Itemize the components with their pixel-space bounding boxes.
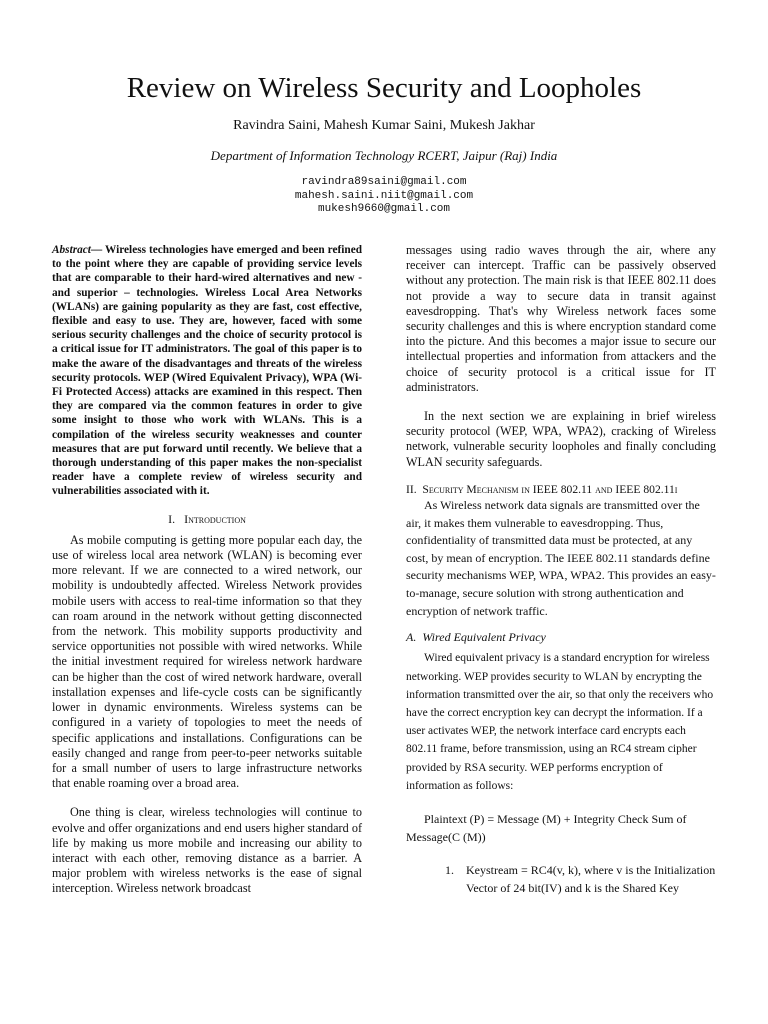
- subsection-title: Wired Equivalent Privacy: [422, 630, 546, 645]
- abstract: [52, 243, 362, 499]
- list-item: [406, 862, 716, 897]
- author-email[interactable]: mahesh.saini.niit@gmail.com: [294, 189, 474, 202]
- abstract-text: Wireless technologies have emerged and been refined to the point where they are capable of providing service levels that are comparable to their hard-wired alternatives and new - and superior – technologies. Wireless Local Area Networks (WLANs) are gaining popularity as they are fast, cost effective, flexible and easy to use. They are, however, faced with some serious security challenges and the choice of security protocol is a critical issue for IT administrators. The goal of this paper is to make the aware of the disadvantages and threats of the wireless security protocols. WEP (Wired Equivalent Privacy), WPA (Wi-Fi Protected Access) attacks are examined in this respect. Then they are compared via the common features in order to give some insight to those who work with WLANs. This is a compilation of the wireless security weaknesses and counter measures that are put forward until recently. We believe that a thorough understanding of this paper makes the non-specialist reader have a complete review of wireless security and vulnerabilities associated with it.: [52, 244, 362, 498]
- right-column: [406, 243, 716, 897]
- section-title: Security Mechanism in IEEE 802.11 and IEEE 802.11i: [422, 482, 678, 496]
- paper-title: Review on Wireless Security and Loopholes: [126, 72, 642, 104]
- intro-paragraph-1: As mobile computing is getting more popular each day, the use of wireless local area network (WLAN) is becoming ever more relevant. If we are connected to a wired network, our mobility is undoubtedly affected. Wireless Network provides mobile users with access to real-time information so that they can roam around in the network without getting disconnected from the network. This mobility supports productivity and service opportunities not possible with wired networks. While the initial investment required for wireless network hardware can be higher than the cost of wired network hardware, overall installation expenses and life-cycle costs can be significantly lower in dynamic environments. Wireless systems can be configured in a variety of topologies to meet the needs of specific applications and installations. Configurations can be easily changed and range from peer-to-peer networks suitable for a small number of users to large infrastructure networks that enable roaming over a broad area.: [52, 532, 362, 791]
- subsection-label: A.: [406, 630, 417, 645]
- list-item-text: Keystream = RC4(v, k), where v is the Initialization Vector of 24 bit(IV) and k is the Shared Key: [466, 863, 716, 895]
- section-heading-introduction: [52, 512, 362, 527]
- author-affiliation: Department of Information Technology RCERT, Jaipur (Raj) India: [210, 148, 558, 163]
- abstract-label: Abstract: [52, 244, 91, 256]
- section-heading-security-mechanism: [406, 482, 716, 497]
- author-emails: [0, 176, 768, 217]
- section-number: I.: [168, 511, 176, 526]
- author-email[interactable]: ravindra89saini@gmail.com: [301, 176, 467, 188]
- section-number: II.: [406, 482, 417, 496]
- paper-authors: Ravindra Saini, Mahesh Kumar Saini, Mukesh Jakhar: [233, 118, 535, 133]
- wep-formula: Plaintext (P) = Message (M) + Integrity Check Sum of Message(C (M)): [406, 812, 687, 844]
- section2-paragraph: As Wireless network data signals are transmitted over the air, it makes them vulnerable to eavesdropping. Thus, confidentiality of transmitted data must be protected, at any cost, by mean of encryption. The IEEE 802.11 standards define security mechanisms WEP, WPA, WPA2. This provides an easy-to-manage, secure solution with strong authentication and encryption of network traffic.: [406, 498, 716, 618]
- intro-paragraph-4: In the next section we are explaining in brief wireless security protocol (WEP, WPA, WPA2), cracking of Wireless network, vulnerable security loopholes and finally concluding WLAN security safeguards.: [406, 409, 716, 469]
- abstract-dash: —: [90, 244, 105, 256]
- intro-paragraph-2: One thing is clear, wireless technologies will continue to evolve and offer organizations and end users higher standard of life by making us more mobile and increasing our ability to interact with each other, removing distance as a barrier. A major problem with wireless networks is the ease of signal interception. Wireless network broadcast: [52, 805, 362, 896]
- list-item-number: 1.: [445, 863, 454, 878]
- wep-paragraph: Wired equivalent privacy is a standard encryption for wireless networking. WEP provides security to WLAN by encrypting the information transmitted over the air, so that only the receivers who have the correct encryption key can decrypt the information. If a user activates WEP, the network interface card encrypts each 802.11 frame, before transmission, using an RC4 stream cipher provided by RSA security. WEP performs encryption of information as follows:: [406, 652, 714, 792]
- author-email[interactable]: mukesh9660@gmail.com: [317, 203, 451, 215]
- section-title: Introduction: [184, 511, 246, 526]
- subsection-heading-wep: [406, 630, 716, 645]
- intro-paragraph-3: messages using radio waves through the air, where any receiver can intercept. Traffic can be passively observed without any protection. The main risk is that IEEE 802.11 does not provide a way to secure data in transit against eavesdropping. That's why Wireless network faces some security challenges and this is where encryption standard come into the picture. And this becomes a major issue to secure our intellectual properties and information from attackers and the choice of security protocol is a critical issue for IT administrators.: [406, 243, 716, 394]
- left-column: [52, 243, 362, 897]
